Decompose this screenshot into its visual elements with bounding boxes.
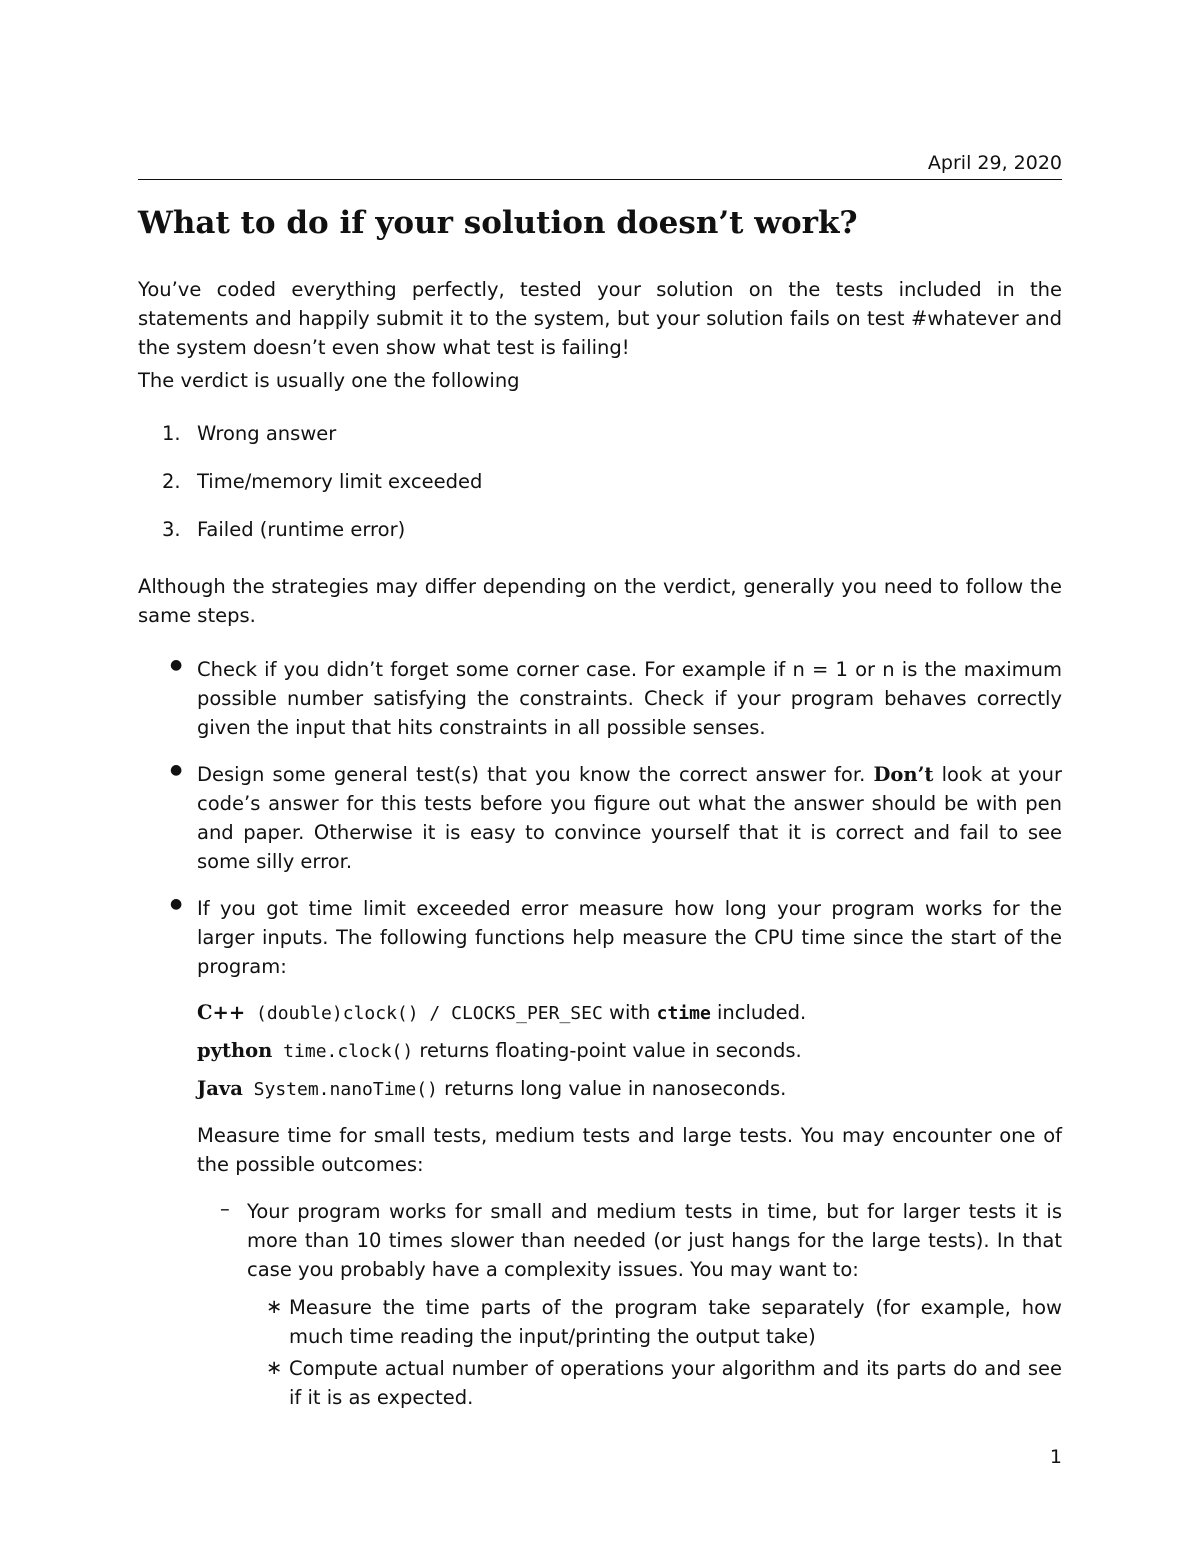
timer-text: returns floating-point value in seconds. xyxy=(413,1039,802,1062)
bullet-emphasis: Don’t xyxy=(873,763,934,786)
list-number: 2. xyxy=(162,470,181,493)
list-text: Wrong answer xyxy=(197,422,337,445)
list-text: Time/memory limit exceeded xyxy=(197,470,483,493)
verdict-lead: The verdict is usually one the following xyxy=(138,369,520,392)
lang-name: C++ xyxy=(197,1001,246,1024)
document-page xyxy=(138,0,1062,1553)
lang-name: python xyxy=(197,1039,273,1062)
bullet-dot-icon: ● xyxy=(170,657,183,673)
measure-paragraph: Measure time for small tests, medium tests and large tests. You may encounter one of the possible outcomes: xyxy=(197,1124,1062,1176)
bullet-text-part: look at your code’s answer for this tests before you figure out what the answer should be with pen and paper. Otherwise it is easy to convince yourself that it is correct and fail to see some silly error. xyxy=(197,763,1063,873)
code-snippet: ctime xyxy=(656,1003,711,1024)
dash-marker: – xyxy=(220,1197,230,1220)
bullet-corner-case: Check if you didn’t forget some corner case. For example if n = 1 or n is the maximum possible number satisfying the constraints. Check if your program behaves correctly given the input that hits constraints in all possible senses. xyxy=(197,658,1062,739)
bullet-dot-icon: ● xyxy=(170,896,183,912)
code-snippet: System.nanoTime() xyxy=(242,1079,438,1100)
list-number: 1. xyxy=(162,422,181,445)
bullet-general-test xyxy=(197,760,1062,876)
lang-name: Java xyxy=(197,1077,243,1100)
outcome-text: Your program works for small and medium tests in time, but for larger tests it is more than 10 times slower than needed (or just hangs for the large tests). In that case you probably have a complexity issues. You may want to: xyxy=(247,1200,1062,1281)
intro-paragraph: You’ve coded everything perfectly, tested your solution on the tests included in the statements and happily submit it to the system, but your solution fails on test #whatever and the system doesn’t even show what test is failing! xyxy=(138,278,1062,359)
bullet-time-limit: If you got time limit exceeded error measure how long your program works for the larger inputs. The following functions help measure the CPU time since the start of the program: xyxy=(197,897,1062,978)
page-title: What to do if your solution doesn’t work? xyxy=(138,205,858,241)
timer-text: returns long value in nanoseconds. xyxy=(437,1077,787,1100)
subitem-compute-ops: Compute actual number of operations your algorithm and its parts do and see if it is as expected. xyxy=(289,1357,1062,1409)
list-number: 3. xyxy=(162,518,181,541)
code-snippet: time.clock() xyxy=(272,1041,414,1062)
timer-java xyxy=(197,1074,1062,1104)
code-snippet: (double)clock() / CLOCKS_PER_SEC xyxy=(245,1003,603,1024)
star-marker: ∗ xyxy=(266,1295,283,1318)
timer-cpp xyxy=(197,998,1062,1028)
timer-python xyxy=(197,1036,1062,1066)
bullet-dot-icon: ● xyxy=(170,762,183,778)
subitem-measure-parts: Measure the time parts of the program take separately (for example, how much time reading the input/printing the output take) xyxy=(289,1296,1062,1348)
timer-text: included. xyxy=(710,1001,807,1024)
strategy-paragraph: Although the strategies may differ depending on the verdict, generally you need to follow the same steps. xyxy=(138,575,1062,627)
bullet-text-part: Design some general test(s) that you know the correct answer for. xyxy=(197,763,874,786)
timer-text: with xyxy=(602,1001,657,1024)
header-date: April 29, 2020 xyxy=(927,152,1062,174)
header-rule xyxy=(138,179,1062,180)
list-text: Failed (runtime error) xyxy=(197,518,406,541)
star-marker: ∗ xyxy=(266,1356,283,1379)
page-number: 1 xyxy=(1049,1446,1062,1468)
